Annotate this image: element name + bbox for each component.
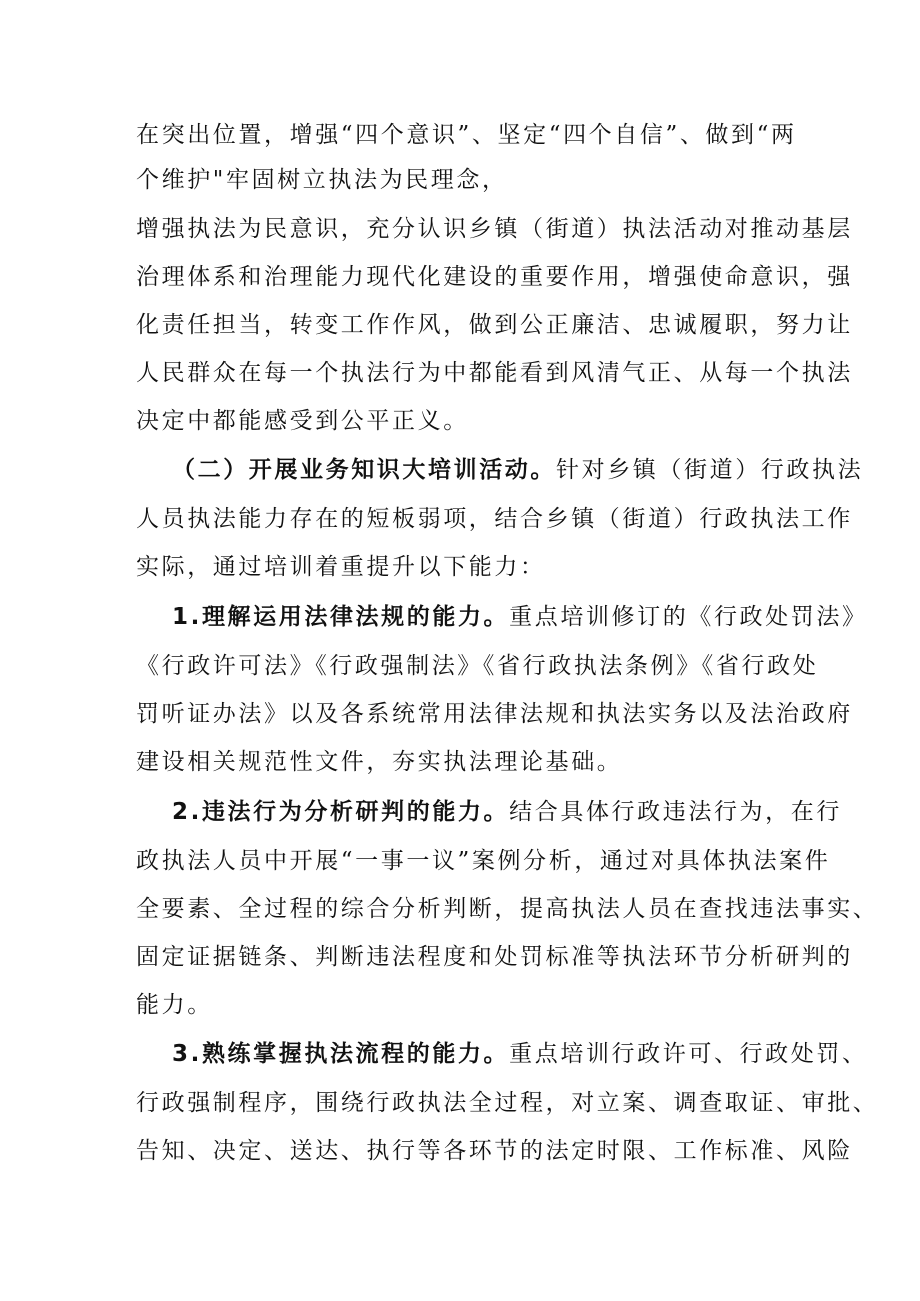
section-heading: （二）开展业务知识大培训活动。: [172, 457, 556, 483]
paragraph-line: 行政强制程序，围绕行政执法全过程，对立案、调查取证、审批、: [136, 1090, 879, 1116]
paragraph-line: 决定中都能感受到公平正义。: [136, 408, 469, 434]
item-heading: 1.理解运用法律法规的能力。: [172, 604, 510, 630]
item-heading-line: [172, 1040, 868, 1068]
paragraph-line: 罚听证办法》以及各系统常用法律法规和执法实务以及法治政府: [136, 701, 853, 727]
paragraph-line: 人员执法能力存在的短板弱项，结合乡镇（街道）行政执法工作: [136, 506, 853, 532]
item-text: 重点培训行政许可、行政处罚、: [509, 1041, 868, 1067]
paragraph-line: 实际，通过培训着重提升以下能力：: [136, 554, 546, 580]
paragraph-line: 在突出位置，增强“四个意识”、坚定“四个自信”、做到“两: [136, 122, 797, 148]
paragraph-line: 建设相关规范性文件，夯实执法理论基础。: [136, 749, 623, 775]
paragraph-line: 固定证据链条、判断违法程度和处罚标准等执法环节分析研判的: [136, 944, 853, 970]
item-text: 重点培训修订的《行政处罚法》: [509, 604, 868, 630]
item-heading: 3.熟练掌握执法流程的能力。: [172, 1041, 510, 1067]
item-heading: 2.违法行为分析研判的能力。: [172, 799, 510, 825]
paragraph-line: 告知、决定、送达、执行等各环节的法定时限、工作标准、风险: [136, 1138, 853, 1164]
item-heading-line: [172, 603, 868, 631]
section-text: 针对乡镇（街道）行政执法: [556, 457, 864, 483]
item-heading-line: [172, 798, 842, 826]
section-heading-line: [172, 456, 864, 484]
paragraph-line: 治理体系和治理能力现代化建设的重要作用，增强使命意识，强: [136, 264, 853, 290]
paragraph-line: 能力。: [136, 992, 213, 1018]
paragraph-line: 化责任担当，转变工作作风，做到公正廉洁、忠诚履职，努力让: [136, 312, 853, 338]
paragraph-line: 个维护"牢固树立执法为民理念，: [136, 167, 508, 193]
paragraph-line: 全要素、全过程的综合分析判断，提高执法人员在查找违法事实、: [136, 896, 879, 922]
paragraph-line: 增强执法为民意识，充分认识乡镇（街道）执法活动对推动基层: [136, 216, 853, 242]
paragraph-line: 人民群众在每一个执法行为中都能看到风清气正、从每一个执法: [136, 360, 853, 386]
paragraph-line: 《行政许可法》《行政强制法》《省行政执法条例》《省行政处: [136, 653, 819, 679]
paragraph-line: 政执法人员中开展“一事一议”案例分析，通过对具体执法案件: [136, 848, 831, 874]
item-text: 结合具体行政违法行为，在行: [509, 799, 842, 825]
